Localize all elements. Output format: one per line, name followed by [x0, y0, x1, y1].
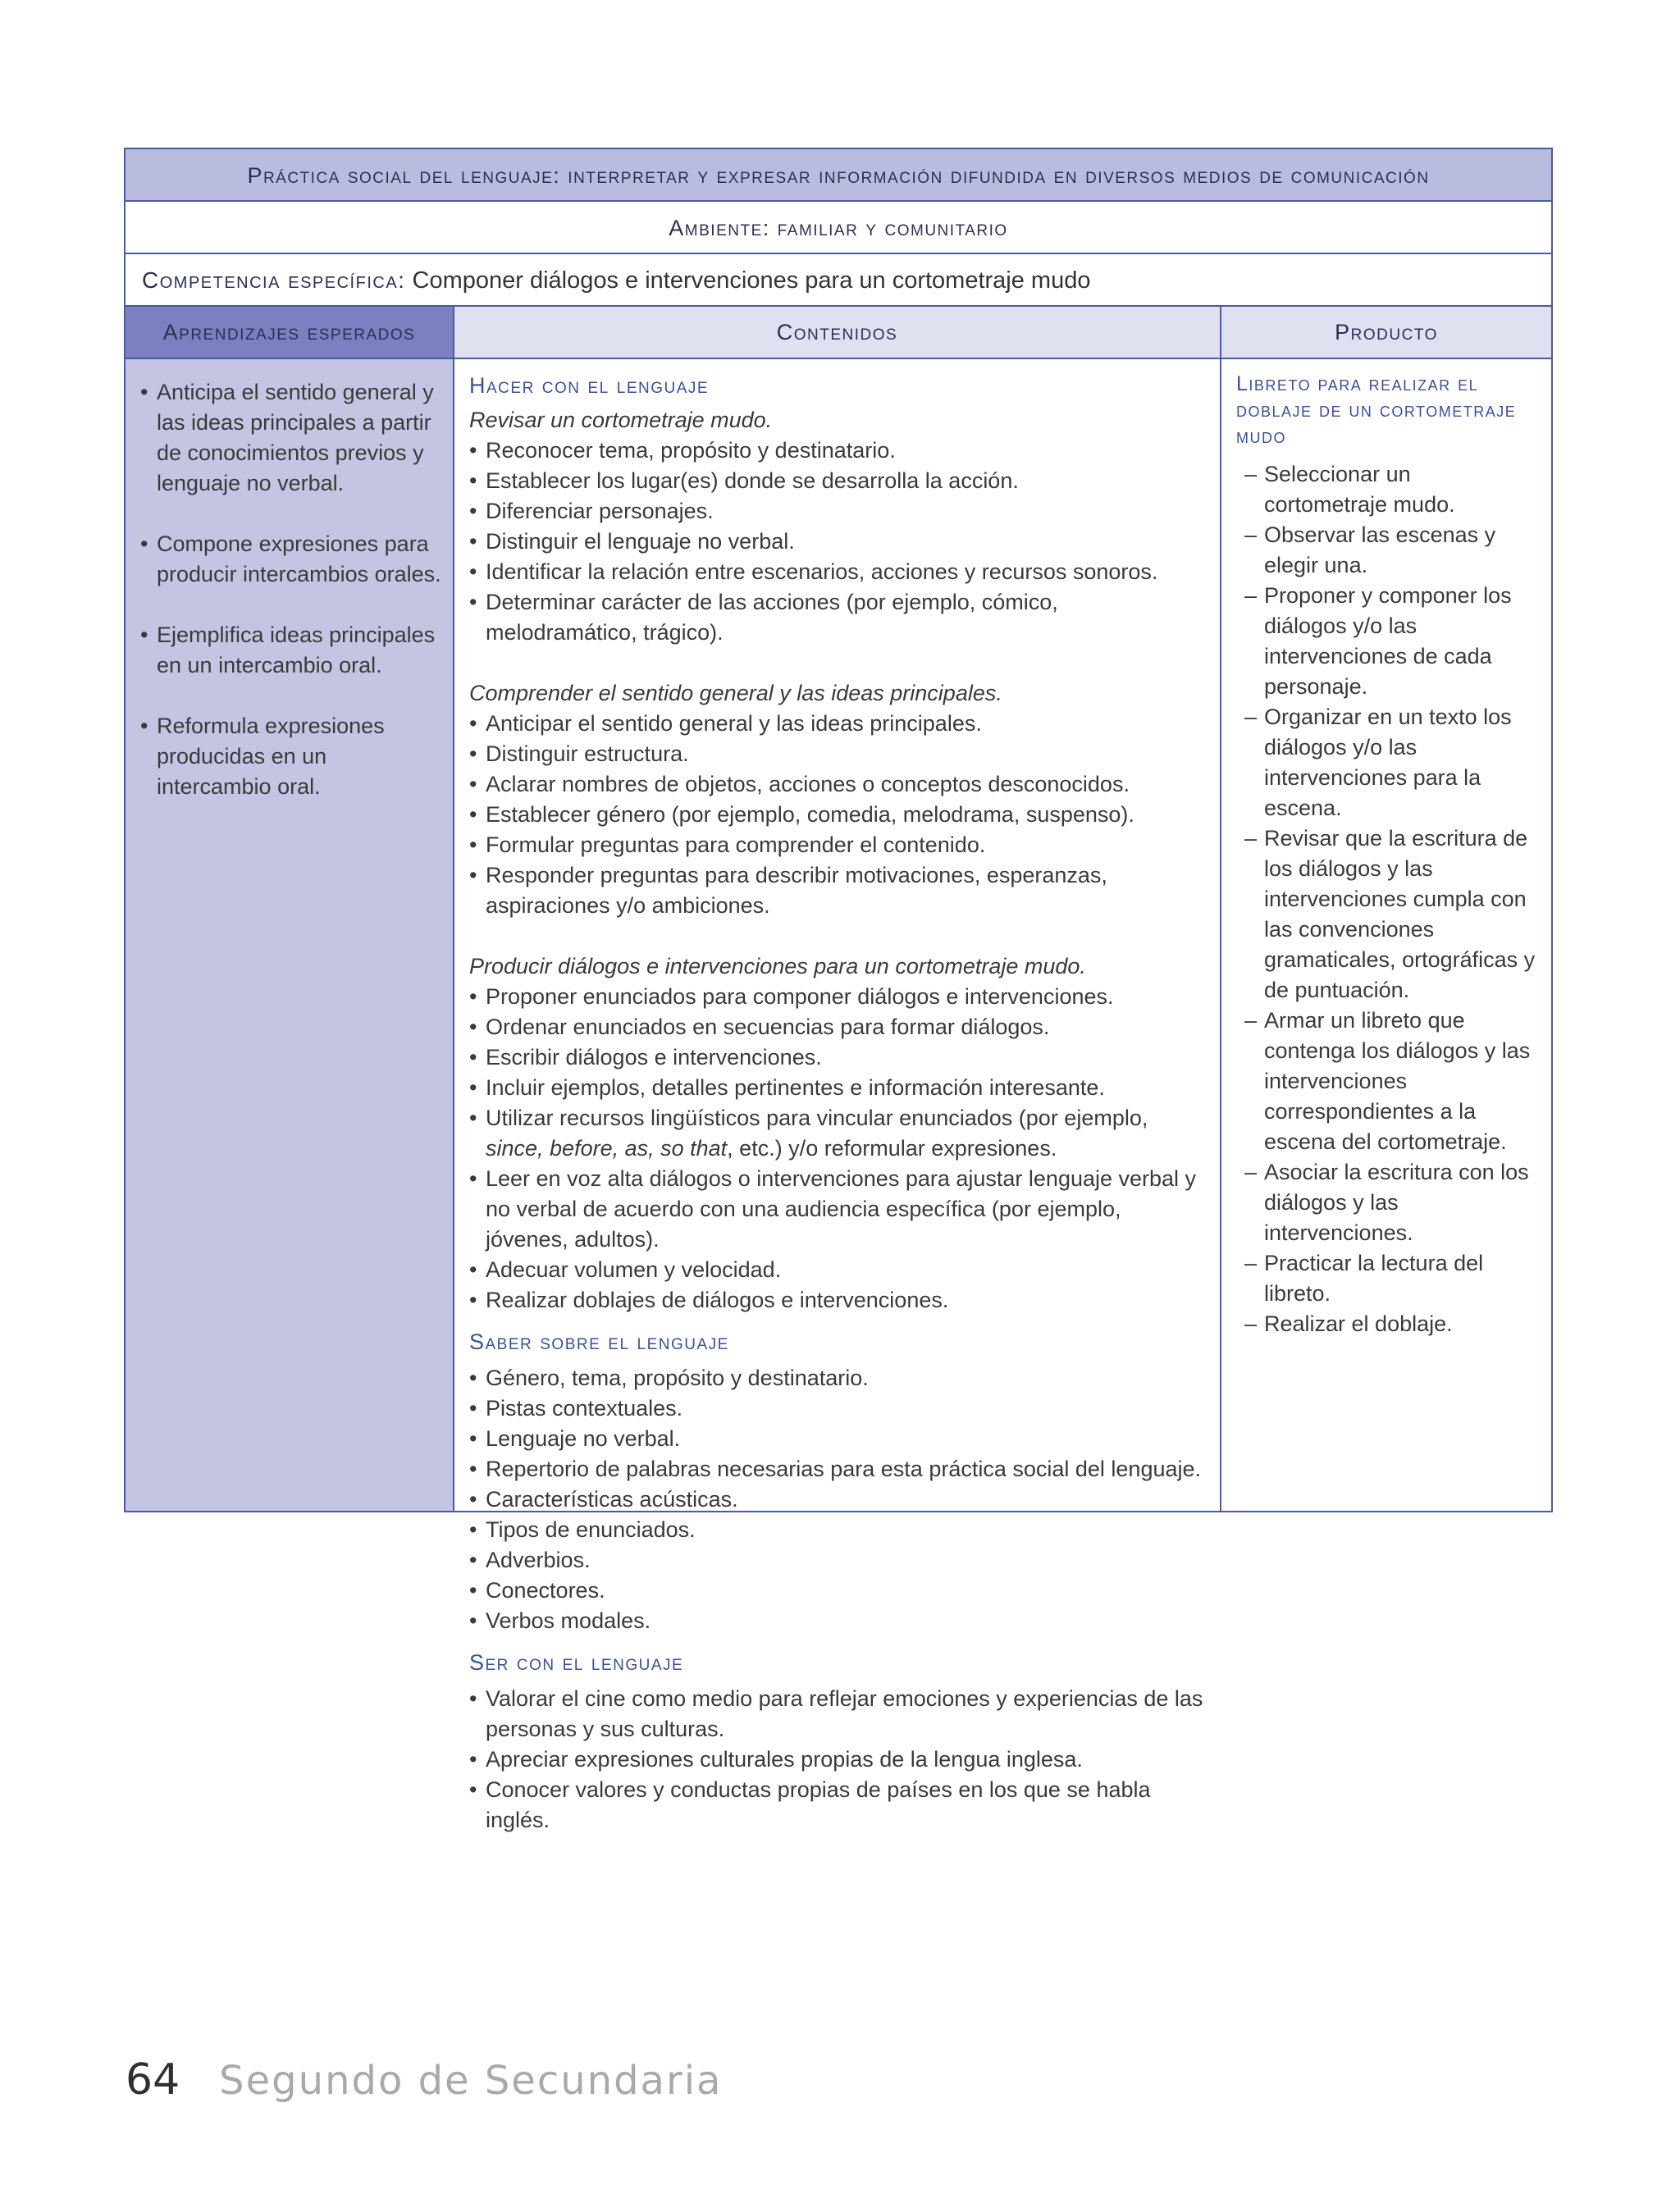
contenidos-header: Contenidos [454, 307, 1221, 358]
content-item: • Identificar la relación entre escenarios, acciones y recursos sonoros. [469, 557, 1205, 587]
content-item: • Leer en voz alta diálogos o intervenciones para ajustar lenguaje verbal y no verbal de acuerdo con una audiencia específica (por ejemplo, jóvenes, adultos). [469, 1164, 1205, 1255]
content-item: • Distinguir estructura. [469, 739, 1205, 769]
content-item: • Realizar doblajes de diálogos e intervenciones. [469, 1285, 1205, 1316]
saber-heading: Saber sobre el lenguaje [469, 1329, 729, 1354]
aprendizaje-item: • Ejemplifica ideas principales en un intercambio oral. [140, 620, 441, 681]
content-item: • Escribir diálogos e intervenciones. [469, 1042, 1205, 1073]
content-item: • Verbos modales. [469, 1606, 1205, 1636]
content-item: • Género, tema, propósito y destinatario. [469, 1363, 1205, 1393]
hacer-heading: Hacer con el lenguaje [469, 373, 710, 398]
producto-step: – Practicar la lectura del libreto. [1236, 1248, 1536, 1309]
content-item: • Distinguir el lenguaje no verbal. [469, 527, 1205, 557]
content-item: • Establecer los lugar(es) donde se desarrolla la acción. [469, 466, 1205, 496]
ser-heading: Ser con el lenguaje [469, 1650, 684, 1675]
content-item: • Apreciar expresiones culturales propias de la lengua inglesa. [469, 1745, 1205, 1775]
content-item: • Reconocer tema, propósito y destinatario. [469, 436, 1205, 466]
aprendizajes-column [126, 359, 454, 1511]
producto-step: – Armar un libreto que contenga los diálogos y las intervenciones correspondientes a la escena del cortometraje. [1236, 1006, 1536, 1157]
content-item: • Establecer género (por ejemplo, comedia, melodrama, suspenso). [469, 800, 1205, 830]
producto-step: – Organizar en un texto los diálogos y/o las intervenciones para la escena. [1236, 702, 1536, 823]
producto-step: – Proponer y componer los diálogos y/o las intervenciones de cada personaje. [1236, 581, 1536, 702]
table-body [126, 359, 1551, 1832]
footer-title: Segundo de Secundaria [219, 2058, 723, 2104]
group-intro: Producir diálogos e intervenciones para un cortometraje mudo. [469, 954, 1086, 978]
aprendizaje-item: • Compone expresiones para producir intercambios orales. [140, 529, 441, 590]
content-item: • Adecuar volumen y velocidad. [469, 1255, 1205, 1285]
producto-step: – Asociar la escritura con los diálogos y las intervenciones. [1236, 1157, 1536, 1248]
content-item: • Tipos de enunciados. [469, 1515, 1205, 1545]
content-item: • Diferenciar personajes. [469, 496, 1205, 527]
content-item-recursos [469, 1103, 1205, 1164]
content-item: • Adverbios. [469, 1545, 1205, 1576]
practica-social-header: Práctica social del lenguaje: interpretar y expresar información difundida en diversos medios de comunicación [126, 149, 1551, 202]
column-headers [126, 307, 1551, 359]
contenidos-column [454, 359, 1221, 1832]
producto-column [1221, 359, 1551, 1511]
group-intro: Revisar un cortometraje mudo. [469, 408, 773, 432]
recursos-examples: since, before, as, so that [486, 1136, 728, 1161]
content-item: • Lenguaje no verbal. [469, 1424, 1205, 1454]
aprendizajes-header: Aprendizajes esperados [126, 307, 454, 358]
content-item: • Conectores. [469, 1576, 1205, 1606]
producto-step: – Observar las escenas y elegir una. [1236, 520, 1536, 581]
content-item: • Responder preguntas para describir motivaciones, esperanzas, aspiraciones y/o ambiciones. [469, 860, 1205, 921]
group-intro: Comprender el sentido general y las ideas principales. [469, 681, 1002, 705]
competencia-text: Componer diálogos e intervenciones para un cortometraje mudo [412, 267, 1091, 294]
producto-header: Producto [1221, 307, 1551, 358]
content-item: • Valorar el cine como medio para reflejar emociones y experiencias de las personas y sus culturas. [469, 1684, 1205, 1745]
content-item: • Proponer enunciados para componer diálogos e intervenciones. [469, 982, 1205, 1012]
producto-step: – Revisar que la escritura de los diálogos y las intervenciones cumpla con las convenciones gramaticales, ortográficas y de puntuación. [1236, 823, 1536, 1006]
producto-step: – Seleccionar un cortometraje mudo. [1236, 459, 1536, 520]
aprendizaje-item: • Anticipa el sentido general y las ideas principales a partir de conocimientos previos y lenguaje no verbal. [140, 377, 441, 499]
content-item: • Anticipar el sentido general y las ideas principales. [469, 709, 1205, 739]
content-item: • Características acústicas. [469, 1485, 1205, 1515]
content-item: • Pistas contextuales. [469, 1393, 1205, 1424]
content-item: • Incluir ejemplos, detalles pertinentes e información interesante. [469, 1073, 1205, 1103]
curriculum-table [124, 148, 1553, 1832]
producto-step: – Realizar el doblaje. [1236, 1309, 1536, 1339]
producto-title: Libreto para realizar el doblaje de un cortometraje mudo [1236, 372, 1517, 448]
recursos-pre: Utilizar recursos lingüísticos para vincular enunciados (por ejemplo, [486, 1106, 1148, 1130]
content-item: • Formular preguntas para comprender el contenido. [469, 830, 1205, 860]
page-footer [126, 2055, 722, 2105]
page-number: 64 [126, 2055, 180, 2105]
competencia-label: Competencia específica: [142, 267, 406, 293]
content-item: • Conocer valores y conductas propias de países en los que se habla inglés. [469, 1775, 1205, 1836]
content-item: • Determinar carácter de las acciones (por ejemplo, cómico, melodramático, trágico). [469, 587, 1205, 648]
aprendizaje-item: • Reformula expresiones producidas en un intercambio oral. [140, 711, 441, 802]
ambiente-header: Ambiente: familiar y comunitario [126, 202, 1551, 254]
content-item: • Repertorio de palabras necesarias para esta práctica social del lenguaje. [469, 1454, 1205, 1485]
competencia-row [126, 254, 1551, 307]
content-item: • Aclarar nombres de objetos, acciones o conceptos desconocidos. [469, 769, 1205, 800]
content-item: • Ordenar enunciados en secuencias para formar diálogos. [469, 1012, 1205, 1042]
recursos-post: , etc.) y/o reformular expresiones. [727, 1136, 1057, 1161]
